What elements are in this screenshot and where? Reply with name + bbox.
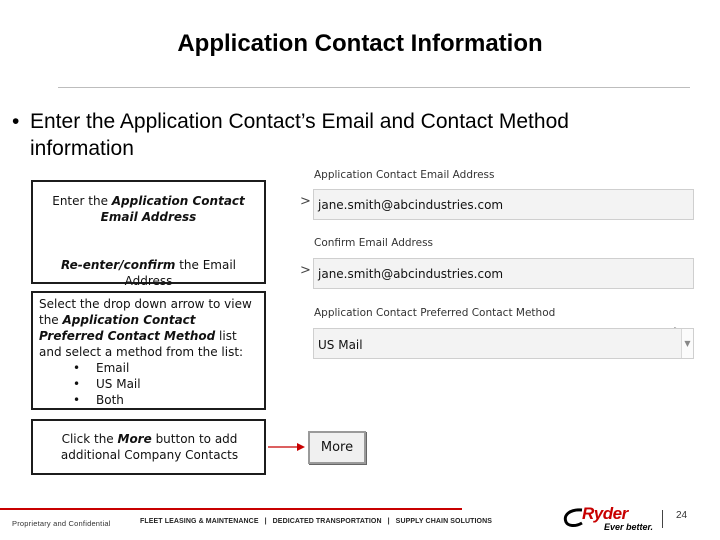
logo-tagline: Ever better. — [604, 522, 654, 532]
page-number: 24 — [676, 510, 688, 521]
separator: | — [264, 518, 267, 525]
service-fleet: FLEET LEASING & MAINTENANCE — [140, 518, 259, 525]
more-button-callout — [31, 419, 266, 475]
chevron-down-icon[interactable]: ▼ — [681, 329, 693, 358]
confidential-notice: Proprietary and Confidential — [12, 519, 111, 528]
confirm-email-field[interactable]: jane.smith@abcindustries.com — [313, 258, 694, 289]
service-dedicated: DEDICATED TRANSPORTATION — [272, 518, 382, 525]
pointer-confirm: > — [300, 263, 311, 278]
contact-method-select[interactable] — [313, 328, 694, 359]
contact-method-value: US Mail — [318, 338, 363, 352]
contact-method-callout — [31, 291, 266, 410]
service-supply-chain: SUPPLY CHAIN SOLUTIONS — [395, 518, 492, 525]
footer-divider — [0, 508, 462, 510]
ryder-logo — [562, 504, 658, 534]
contact-method-options-list — [73, 360, 141, 408]
more-instruction: Click the More button to add additional Company Contacts — [60, 432, 239, 462]
instruction-bullet — [12, 108, 662, 162]
separator: | — [387, 518, 390, 525]
confirm-email-label: Confirm Email Address — [314, 237, 434, 249]
title-divider — [58, 87, 690, 88]
more-button[interactable]: More — [308, 431, 366, 464]
bullet-dot: • — [12, 110, 20, 133]
logo-brand: Ryder — [582, 504, 628, 523]
page-number-divider — [662, 510, 663, 528]
list-item: • Email — [73, 360, 141, 376]
service-lines — [140, 518, 492, 525]
pointer-email: > — [300, 194, 311, 209]
contact-method-instruction: Select the drop down arrow to view the Application Contact Preferred Contact Method list and select a method from the list: — [39, 297, 252, 359]
email-field[interactable]: jane.smith@abcindustries.com — [313, 189, 694, 220]
confirm-email-instruction: Re-enter/confirm the Email Address — [60, 258, 236, 288]
arrow-right-icon — [268, 441, 306, 453]
contact-method-label: Application Contact Preferred Contact Method — [314, 307, 556, 319]
list-item: • Both — [73, 392, 141, 408]
instruction-text: Enter the Application Contact’s Email and Contact Method information — [30, 110, 569, 160]
email-field-label: Application Contact Email Address — [314, 169, 495, 181]
list-item: • US Mail — [73, 376, 141, 392]
email-instruction-callout — [31, 180, 266, 288]
email-instruction: Enter the Application Contact Email Address — [52, 194, 245, 224]
slide-title: Application Contact Information — [177, 30, 543, 57]
